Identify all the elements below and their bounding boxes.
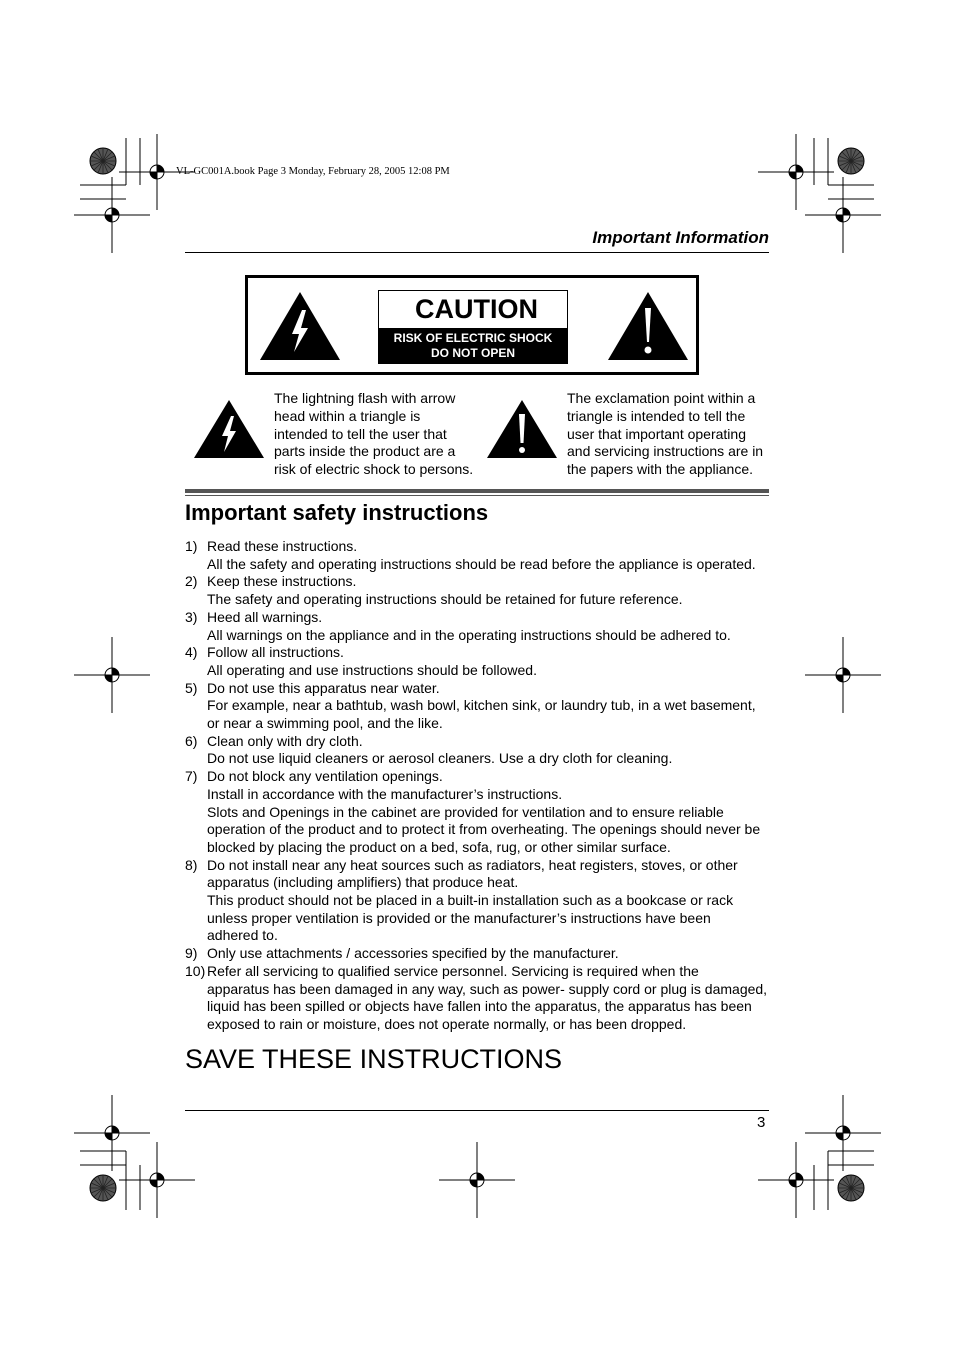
section-title: Important Information — [592, 228, 769, 247]
item-line: unless proper ventilation is provided or the manufacturer’s instructions have been — [207, 909, 711, 926]
list-item — [185, 945, 775, 963]
item-line: This product should not be placed in a built-in installation such as a bookcase or rack — [207, 892, 734, 909]
item-number: 1) — [185, 538, 198, 554]
item-line: The safety and operating instructions should be retained for future reference. — [207, 591, 683, 608]
list-item — [185, 733, 775, 768]
list-item — [185, 857, 775, 946]
item-number: 6) — [185, 732, 198, 749]
page-number: 3 — [757, 1114, 766, 1131]
lightning-triangle-icon — [192, 398, 266, 460]
item-line: Do not use liquid cleaners or aerosol cleaners. Use a dry cloth for cleaning. — [207, 750, 673, 767]
item-line: apparatus has been damaged in any way, such as power- supply cord or plug is damaged, — [207, 980, 768, 997]
item-line: adhered to. — [207, 927, 278, 944]
item-line: Keep these instructions. — [207, 573, 357, 590]
item-line: Slots and Openings in the cabinet are provided for ventilation and to ensure reliable — [207, 803, 724, 820]
item-number: 9) — [185, 945, 198, 962]
list-item — [185, 768, 775, 857]
text-line: the papers with the appliance. — [567, 461, 754, 478]
item-line: Do not install near any heat sources such as radiators, heat registers, stoves, or other — [207, 856, 738, 873]
text-line: and servicing instructions are in — [567, 443, 764, 460]
item-number: 7) — [185, 768, 198, 785]
item-line: Refer all servicing to qualified service personnel. Servicing is required when the — [207, 962, 699, 979]
text-line: triangle is intended to tell the — [567, 407, 746, 424]
item-line: apparatus (including amplifiers) that produce heat. — [207, 874, 519, 891]
item-line: Only use attachments / accessories specified by the manufacturer. — [207, 945, 619, 962]
item-line: liquid has been spilled or objects have fallen into the apparatus, the apparatus has been — [207, 998, 752, 1015]
exclamation-triangle-icon — [485, 398, 559, 460]
item-line: Do not use this apparatus near water. — [207, 679, 440, 696]
item-line: Heed all warnings. — [207, 608, 323, 625]
item-line: blocked by placing the product on a bed, sofa, rug, or other similar surface. — [207, 838, 671, 855]
text-line: The exclamation point within a — [567, 390, 756, 406]
exclamation-description — [567, 390, 777, 479]
text-line: parts inside the product are a — [274, 443, 456, 460]
item-number: 2) — [185, 573, 198, 590]
save-instructions-banner: SAVE THESE INSTRUCTIONS — [185, 1044, 563, 1074]
book-file-header: VL-GC001A.book Page 3 Monday, February 28, 2005 12:08 PM — [176, 166, 450, 177]
item-number: 3) — [185, 608, 198, 625]
caution-word: CAUTION — [415, 294, 538, 324]
text-line: user that important operating — [567, 425, 746, 442]
item-line: Read these instructions. — [207, 538, 358, 554]
footer-rule — [185, 1110, 769, 1111]
list-item — [185, 644, 775, 679]
caution-warning — [379, 328, 567, 363]
text-line: risk of electric shock to persons. — [274, 461, 474, 478]
item-line: Clean only with dry cloth. — [207, 732, 363, 749]
item-number: 8) — [185, 856, 198, 873]
item-line: operation of the product and to protect it from overheating. The openings should never be — [207, 821, 761, 838]
list-item — [185, 680, 775, 733]
exclamation-triangle-icon — [606, 290, 690, 362]
item-number: 5) — [185, 679, 198, 696]
item-line: Follow all instructions. — [207, 644, 344, 661]
item-line: Do not block any ventilation openings. — [207, 768, 443, 785]
item-line: All the safety and operating instructions should be read before the appliance is operated. — [207, 555, 756, 572]
list-item — [185, 609, 775, 644]
section-divider-thin — [185, 495, 769, 496]
item-number: 4) — [185, 644, 198, 661]
item-line: For example, near a bathtub, wash bowl, kitchen sink, or laundry tub, in a wet basement, — [207, 697, 756, 714]
caution-line-1: RISK OF ELECTRIC SHOCK — [393, 331, 553, 345]
caution-label — [378, 290, 568, 364]
list-item — [185, 573, 775, 608]
text-line: The lightning flash with arrow — [274, 390, 456, 406]
section-divider — [185, 489, 769, 493]
safety-heading: Important safety instructions — [185, 500, 489, 525]
caution-line-2: DO NOT OPEN — [430, 346, 515, 360]
list-item — [185, 963, 775, 1034]
item-line: All operating and use instructions should be followed. — [207, 661, 537, 678]
item-line: or near a swimming pool, and the like. — [207, 715, 443, 732]
item-line: exposed to rain or moisture, does not operate normally, or has been dropped. — [207, 1015, 687, 1032]
lightning-triangle-icon — [258, 290, 342, 362]
lightning-description — [274, 390, 484, 479]
header-rule — [185, 252, 769, 253]
item-line: All warnings on the appliance and in the operating instructions should be adhered to. — [207, 626, 731, 643]
text-line: head within a triangle is — [274, 407, 421, 424]
text-line: intended to tell the user that — [274, 425, 447, 442]
instruction-list — [185, 538, 775, 1034]
item-number: 10) — [185, 962, 206, 979]
item-line: Install in accordance with the manufacturer’s instructions. — [207, 785, 563, 802]
list-item — [185, 538, 775, 573]
